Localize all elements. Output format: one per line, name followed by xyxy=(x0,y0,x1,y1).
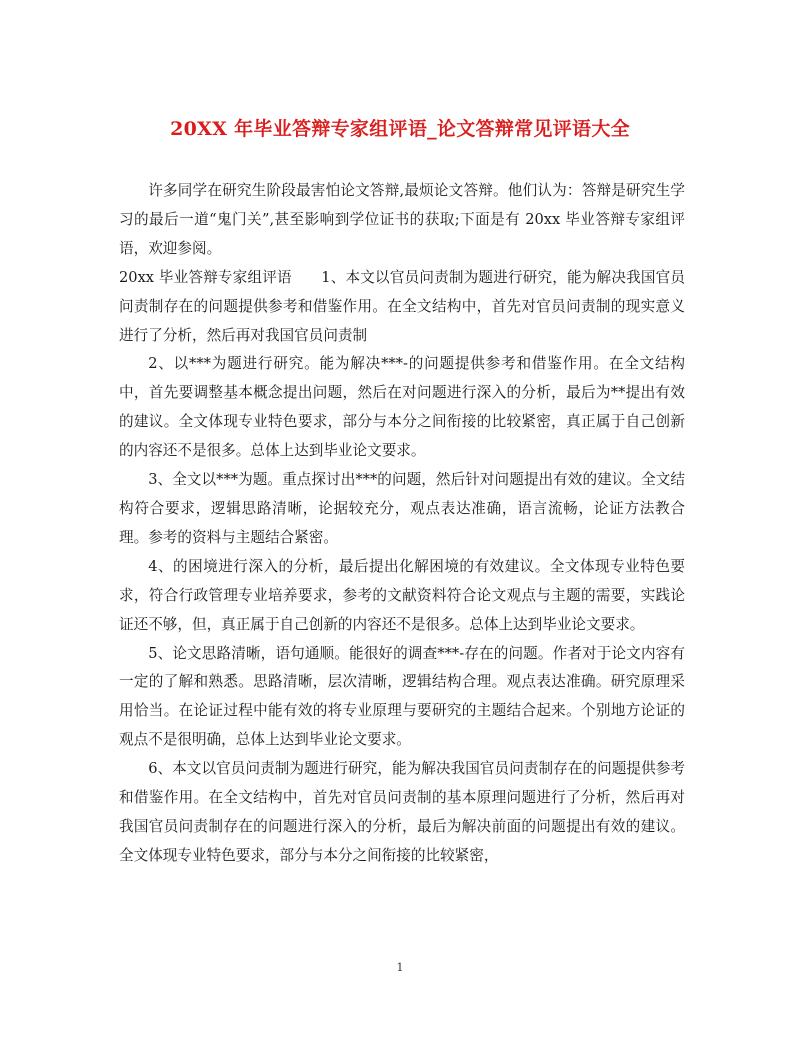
comment-paragraph-4: 4、的困境进行深入的分析，最后提出化解困境的有效建议。全文体现专业特色要求，符合行政管理专业培养要求，参考的文献资料符合论文观点与主题的需要，实践论证还不够，但，真正属于自己创新的内容还不是很多。总体上达到毕业论文要求。 xyxy=(119,557,685,633)
comment-paragraph-5: 5、论文思路清晰，语句通顺。能很好的调查***-存在的问题。作者对于论文内容有一定的了解和熟悉。思路清晰，层次清晰，逻辑结构合理。观点表达准确。研究原理采用恰当。在论证过程中能有效的将专业原理与要研究的主题结合起来。个别地方论证的观点不是很明确，总体上达到毕业论文要求。 xyxy=(119,644,685,749)
comment-paragraph-3: 3、全文以***为题。重点探讨出***的问题，然后针对问题提出有效的建议。全文结构符合要求，逻辑思路清晰，论据较充分，观点表达准确，语言流畅，论证方法教合理。参考的资料与主题结合紧密。 xyxy=(119,471,685,546)
comment-paragraph-1: 20xx 毕业答辩专家组评语 1、本文以官员问责制为题进行研究，能为解决我国官员问责制存在的问题提供参考和借鉴作用。在全文结构中，首先对官员问责制的现实意义进行了分析，然后再对我国官员问责制 xyxy=(119,268,685,344)
comment-paragraph-6: 6、本文以官员问责制为题进行研究，能为解决我国官员问责制存在的问题提供参考和借鉴作用。在全文结构中，首先对官员问责制的基本原理问题进行了分析，然后再对我国官员问责制存在的问题进行深入的分析，最后为解决前面的问题提出有效的建议。全文体现专业特色要求，部分与本分之间衔接的比较紧密， xyxy=(119,760,685,864)
document-body xyxy=(119,177,685,871)
intro-paragraph: 许多同学在研究生阶段最害怕论文答辩,最烦论文答辩。他们认为：答辩是研究生学习的最后一道“鬼门关”,甚至影响到学位证书的获取;下面是有 20xx 毕业答辩专家组评语，欢迎参阅。 xyxy=(119,182,685,257)
page-number: 1 xyxy=(396,961,404,974)
comment-paragraph-2: 2、以***为题进行研究。能为解决***-的问题提供参考和借鉴作用。在全文结构中，首先要调整基本概念提出问题，然后在对问题进行深入的分析，最后为**提出有效的建议。全文体现专业特色要求，部分与本分之间衔接的比较紧密，真正属于自己创新的内容还不是很多。总体上达到毕业论文要求。 xyxy=(119,355,685,460)
document-title: 20XX 年毕业答辩专家组评语_论文答辩常见评语大全 xyxy=(170,118,630,140)
